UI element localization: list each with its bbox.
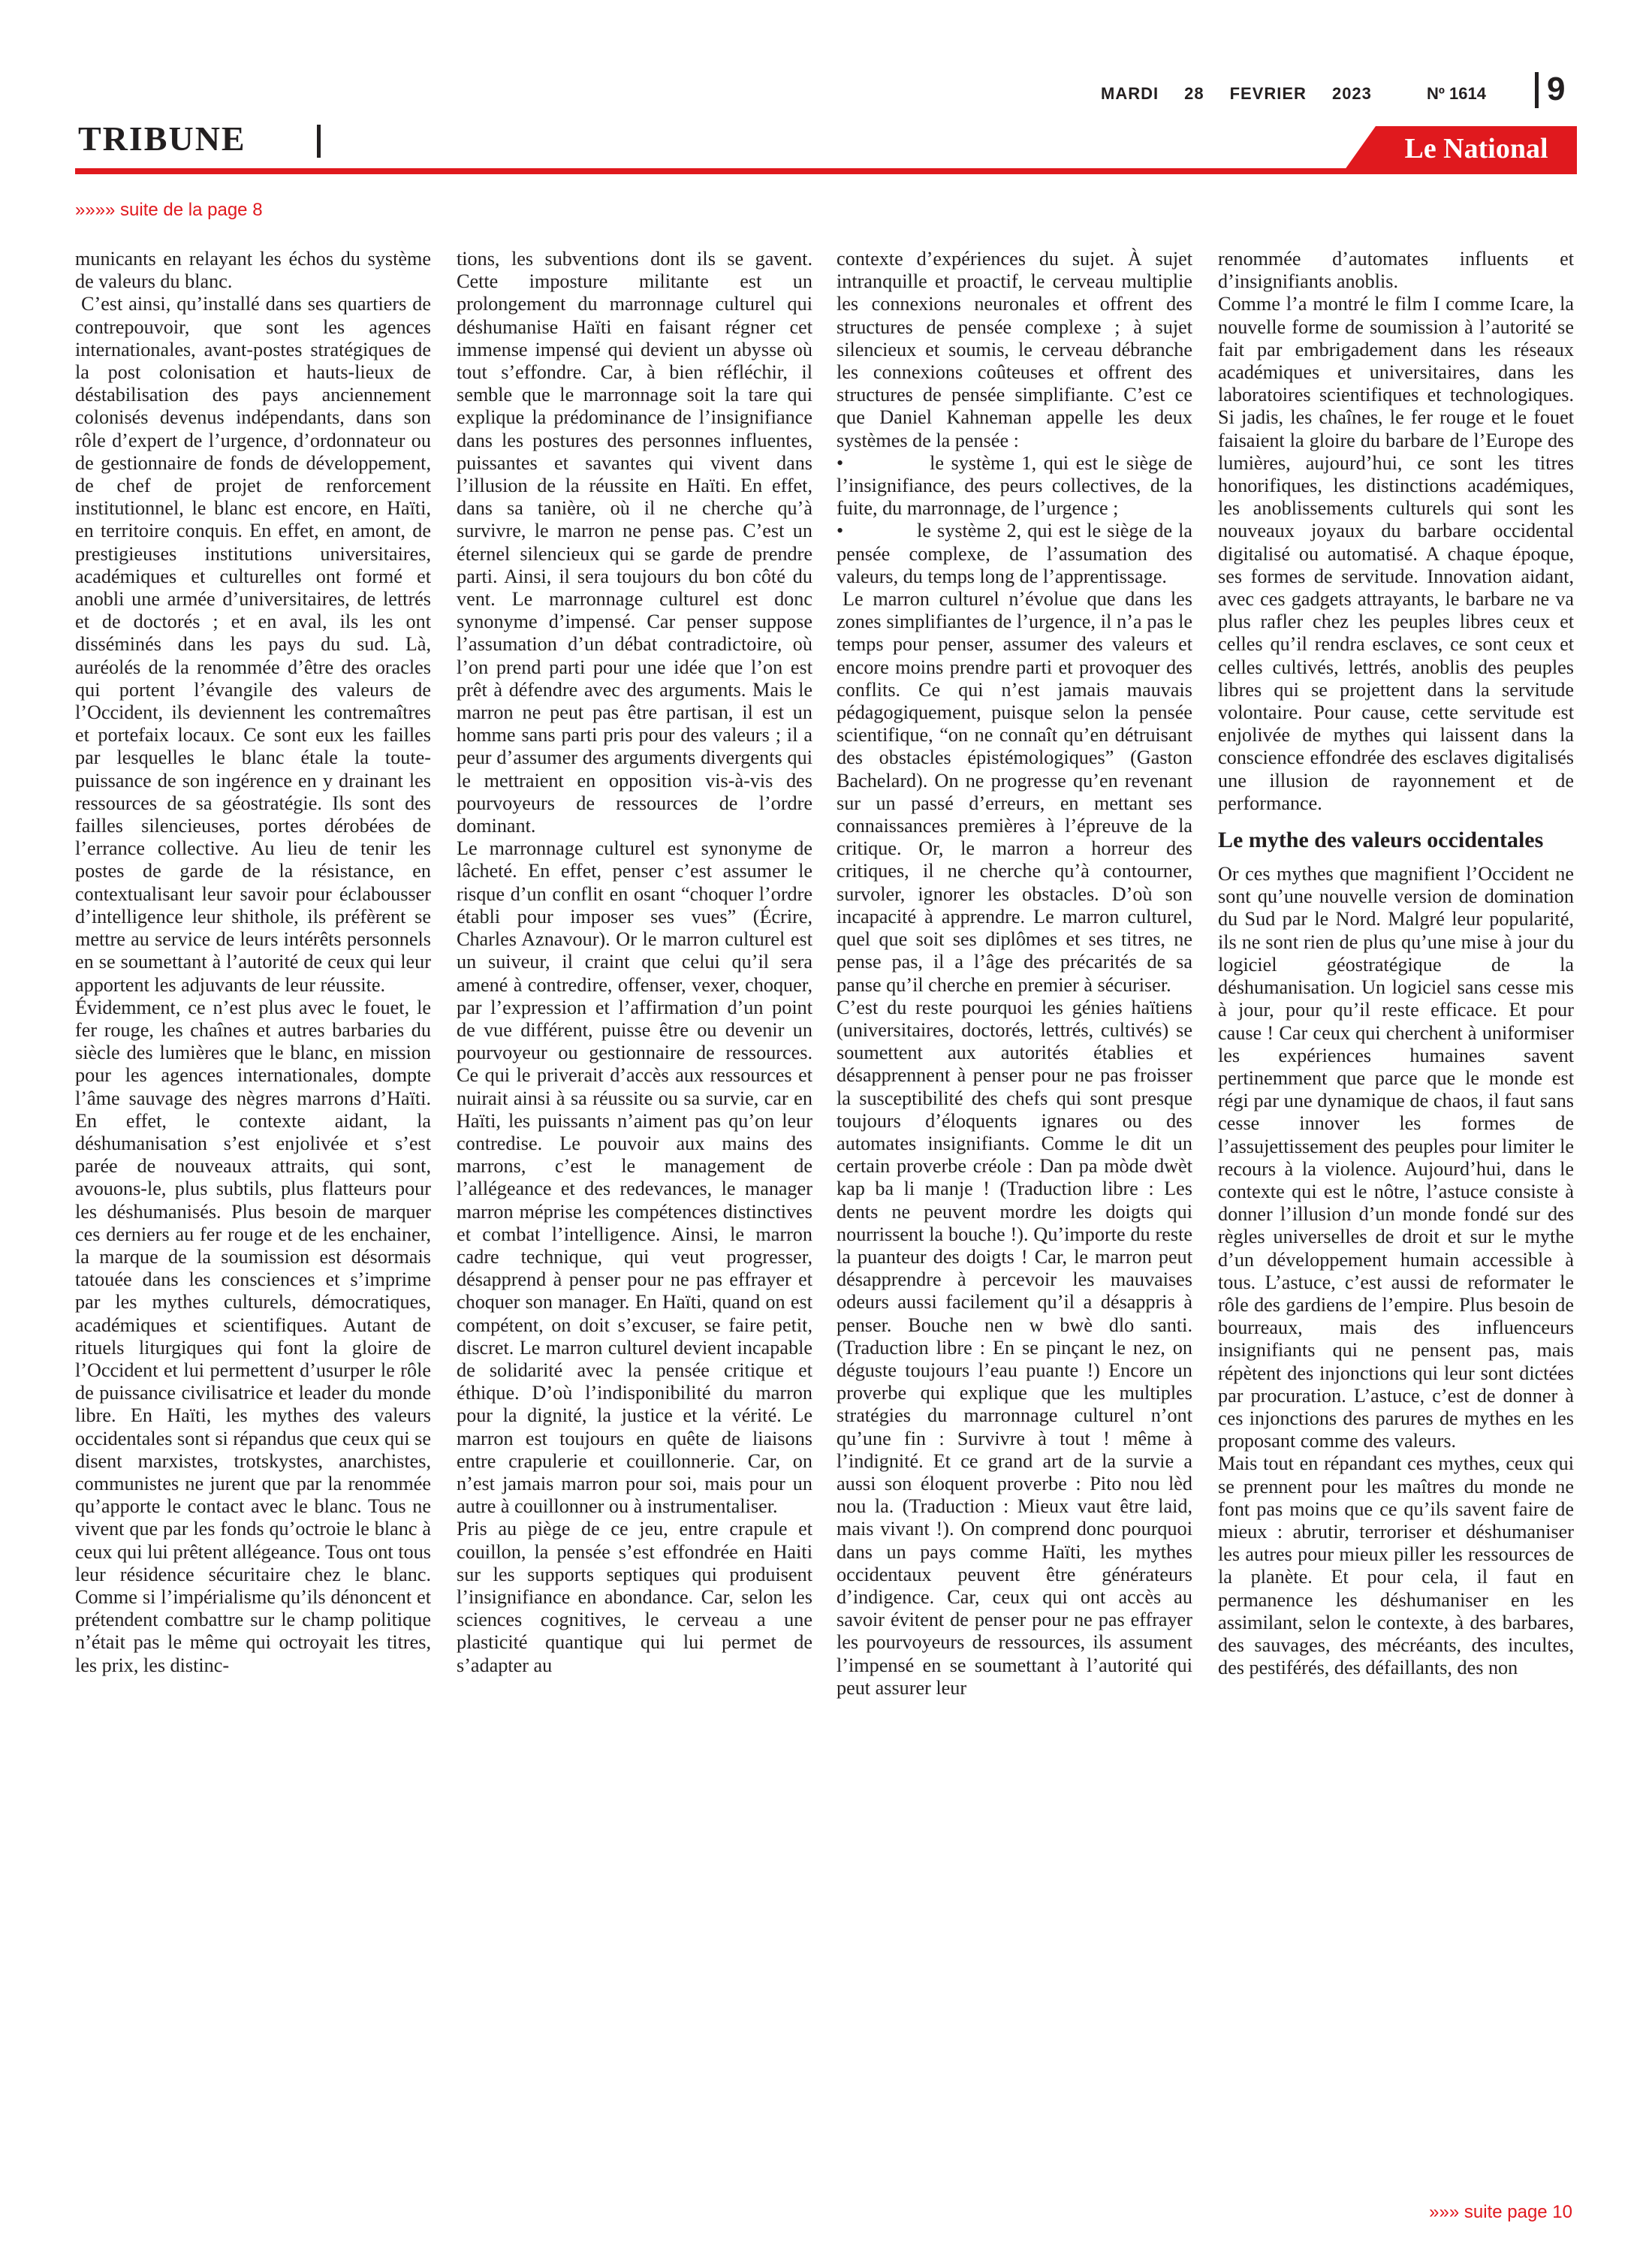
- article-column-4: [1218, 248, 1574, 1679]
- bullet-item: [837, 452, 1192, 520]
- section-divider: [317, 125, 321, 158]
- paragraph: Comme l’a montré le film I comme Icare, la nouvelle forme de soumission à l’autorité se fait par embrigadement dans les réseaux académiques et universitaires, dans les laboratoires scientifiques et technologiques. Si jadis, les chaînes, le fer rouge et le fouet faisaient la gloire du barbare de l’Europe des lumières, aujourd’hui, ce sont les titres honorifiques, les distinctions académiques, les anoblissements culturels qui sont les nouveaux joyaux du barbare occidental digitalisé ou automatisé. A chaque époque, ses formes de servitude. Innovation aidant, avec ces gadgets attrayants, le barbare ne va plus rafler chez les peuples libres ceux et celles qu’il rendra esclaves, ce sont ceux et celles cultivés, lettrés, anoblis des peuples libres qui se projettent dans la servitude volontaire. Pour cause, cette servitude est enjolivée de mythes qui laissent dans la conscience effondrée des esclaves digitalisés une illusion de rayonnement et de performance.: [1218, 293, 1574, 814]
- continued-to-link[interactable]: »»» suite page 10: [1429, 2202, 1572, 2222]
- bullet-mark: •: [837, 451, 844, 474]
- date-year: 2023: [1331, 84, 1372, 103]
- date-number: 28: [1184, 84, 1204, 103]
- paragraph: Évidemment, ce n’est plus avec le fouet, le fer rouge, les chaînes et autres barbaries du siècle des lumières que le blanc, en mission pour les agences internationales, dompte l’âme sauvage des nègres marrons d’Haïti. En effet, le contexte aidant, la déshumanisation s’est enjolivée et s’est parée de nouveaux attraits, qui sont, avouons-le, plus subtils, plus flatteurs pour les déshumanisés. Plus besoin de marquer ces derniers au fer rouge et de les enchainer, la marque de la soumission est désormais tatouée dans les consciences et s’imprime par les mythes culturels, démocratiques, académiques et scientifiques. Autant de rituels liturgiques qui font la gloire de l’Occident et lui permettent d’usurper le rôle de puissance civilisatrice et leader du monde libre. En Haïti, les mythes des valeurs occidentales sont si répandus que ceux qui se disent marxistes, trotskystes, anarchistes, communistes ne jurent que par la renommée qu’apporte le contact avec le blanc. Tous ne vivent que par les fonds qu’octroie le blanc à ceux qui lui prêtent allégeance. Tous ont tous leur résidence sécuritaire chez le blanc. Comme si l’impérialisme qu’ils dénoncent et prétendent combattre sur le champ politique n’était pas le même qui octroyait les titres, les prix, les distinc-: [75, 996, 431, 1676]
- header-rule: [75, 168, 1577, 174]
- paragraph: Or ces mythes que magnifient l’Occident ne sont qu’une nouvelle version de domination du Sud par le Nord. Malgré leur popularité, ils ne sont rien de plus qu’une mise à jour du logiciel géostratégique de la déshumanisation. Un logiciel sans cesse mis à jour, pour qu’il reste efficace. Et pour cause ! Car ceux qui cherchent à uniformiser les expériences humaines savent pertinemment que parce que le monde est régi par une dynamique de chaos, il faut sans cesse innover les formes de l’assujettissement des peuples pour limiter le recours à la violence. Aujourd’hui, dans le contexte qui est le nôtre, l’astuce consiste à donner l’illusion d’un monde fondé sur des règles universelles de droit et sur le mythe d’un développement humain accessible à tous. L’astuce, c’est aussi de reformater le rôle des gardiens de l’empire. Plus besoin de bourreaux, mais des influenceurs insignifiants qui ne pensent pas, mais répètent des injonctions qui leur sont dictées par procuration. L’astuce, c’est de donner à ces injonctions des parures de mythes en les proposant comme des valeurs.: [1218, 863, 1574, 1452]
- page-divider: [1535, 72, 1539, 108]
- paragraph: tions, les subventions dont ils se gavent. Cette imposture militante est un prolongement du marronnage culturel qui déshumanise Haïti en faisant régner cet immense impensé qui devient un abysse où tout s’effondre. Car, à bien réfléchir, il semble que le marronnage soit la tare qui explique la prédominance de l’insignifiance dans les postures des personnes influentes, puissantes et savantes qui vivent dans l’illusion de la réussite en Haïti. En effet, dans sa tanière, où il ne cherche qu’à survivre, le marron ne pense pas. C’est un éternel silencieux qui se garde de prendre parti. Ainsi, il sera toujours du bon côté du vent. Le marronnage culturel est donc synonyme d’impensé. Car penser suppose l’assumation d’un débat contradictoire, où l’on prend parti pour une idée que l’on est prêt à défendre avec des arguments. Mais le marron ne peut pas être partisan, il est un homme sans parti pris pour des valeurs ; il a peur d’assumer des arguments divergents qui le mettraient en opposition vis-à-vis des pourvoyeurs de ressources de l’ordre dominant.: [457, 248, 812, 837]
- bullet-text: le système 2, qui est le siège de la pensée complexe, de l’assumation des valeurs, du temps long de l’apprentissage.: [837, 520, 1192, 587]
- continued-from-link[interactable]: »»»» suite de la page 8: [75, 200, 263, 220]
- article-column-1: [75, 248, 431, 1677]
- paragraph: renommée d’automates influents et d’insignifiants anoblis.: [1218, 248, 1574, 293]
- subheading: Le mythe des valeurs occidentales: [1218, 828, 1544, 853]
- paragraph: Le marronnage culturel est synonyme de lâcheté. En effet, penser c’est assumer le risque d’un conflit en osant “choquer l’ordre établi pour imposer ses vues” (Écrire, Charles Aznavour). Or le marron culturel est un suiveur, il craint que celui qu’il sera amené à contredire, offenser, vexer, choquer, par l’expression et l’affirmation d’un point de vue différent, puisse être ou devenir un pourvoyeur ou gestionnaire de ressources. Ce qui le priverait d’accès aux ressources et nuirait ainsi à sa réussite ou sa survie, car en Haïti, les puissants n’aiment pas qu’on leur contredise. Le pouvoir aux mains des marrons, c’est le management de l’allégeance et des redevances, le manager marron méprise les compétences distinctives et combat l’intelligence. Ainsi, le marron cadre technique, qui veut progresser, désapprend à penser pour ne pas effrayer et choquer son manager. En Haïti, quand on est compétent, on doit s’excuser, se faire petit, discret. Le marron culturel devient incapable de solidarité avec la pensée critique et éthique. D’où l’indisponibilité du marron pour la dignité, la justice et la vérité. Le marron est toujours en quête de liaisons entre crapulerie et couillonnerie. Car, on n’est jamais marron pour soi, mais pour un autre à couillonner ou à instrumentaliser.: [457, 837, 812, 1518]
- paragraph: C’est du reste pourquoi les génies haïtiens (universitaires, doctorés, lettrés, cultivés) se soumettent aux autorités établies et désapprennent à penser pour ne pas froisser la susceptibilité des chefs qui sont presque toujours d’éloquents ignares ou des automates insignifiants. Comme le dit un certain proverbe créole : Dan pa mòde dwèt kap ba li manje ! (Traduction libre : Les dents ne peuvent mordre les doigts qui nourrissent la bouche !). Qu’importe du reste la puanteur des doigts ! Car, le marron peut désapprendre à percevoir les mauvaises odeurs aussi facilement qu’il a désappris à penser. Bouche nen w bwè dlo santi. (Traduction libre : En se pinçant le nez, on déguste toujours l’eau puante !) Encore un proverbe qui explique que les multiples stratégies du marronnage culturel n’ont qu’une fin : Survivre à tout ! même à l’indignité. Et ce grand art de la survie a aussi son éloquent proverbe : Pito nou lèd nou la. (Traduction : Mieux vaut être laid, mais vivant !). On comprend donc pourquoi dans un pays comme Haïti, les mythes occidentaux peuvent être générateurs d’indigence. Car, ceux qui ont accès au savoir évitent de penser pour ne pas effrayer les pourvoyeurs de ressources, ils assument l’impensé en se soumettant à l’autorité qui peut assurer leur: [837, 996, 1192, 1699]
- paragraph: municants en relayant les échos du système de valeurs du blanc.: [75, 248, 431, 293]
- date-month: FEVRIER: [1229, 84, 1307, 103]
- article-column-3: [837, 248, 1192, 1700]
- page-number: 9: [1547, 71, 1566, 107]
- paragraph: contexte d’expériences du sujet. À sujet intranquille et proactif, le cerveau multiplie les connexions neuronales et offrent des structures de pensée complexe ; à sujet silencieux et soumis, le cerveau débranche les connexions coûteuses et offrent des structures de pensée simplifiante. C’est ce que Daniel Kahneman appelle les deux systèmes de la pensée :: [837, 248, 1192, 451]
- bullet-text: le système 1, qui est le siège de l’insignifiance, des peurs collectives, de la fuite, du marronnage, de l’urgence ;: [837, 451, 1193, 520]
- date-day: MARDI: [1101, 84, 1159, 103]
- bullet-mark: •: [837, 520, 844, 542]
- paragraph: Pris au piège de ce jeu, entre crapule et couillon, la pensée s’est effondrée en Haiti sur les supports septiques qui produisent l’insignifiance en abondance. Car, selon les sciences cognitives, le cerveau a une plasticité quantique qui lui permet de s’adapter au: [457, 1518, 812, 1676]
- paragraph: Mais tout en répandant ces mythes, ceux qui se prennent pour les maîtres du monde ne font pas moins que ce qu’ils savent faire de mieux : abrutir, terroriser et déshumaniser les autres pour mieux piller les ressources de la planète. Et pour cela, il faut en permanence les déshumaniser en les assimilant, selon le contexte, à des barbares, des sauvages, des mécréants, des incultes, des pestiférés, des défaillants, des non: [1218, 1452, 1574, 1679]
- issue-number: Nº 1614: [1427, 84, 1486, 103]
- date-line: [1101, 84, 1397, 104]
- section-title: TRIBUNE: [78, 119, 246, 158]
- article-column-2: [457, 248, 812, 1677]
- brand-name: Le National: [1404, 133, 1548, 164]
- paragraph: C’est ainsi, qu’installé dans ses quartiers de contrepouvoir, que sont les agences internationales, avant-postes stratégiques de la post colonisation et hauts-lieux de déstabilisation des pays anciennement colonisés devenus indépendants, dans son rôle d’expert de l’urgence, d’ordonnateur ou de gestionnaire de fonds de développement, de chef de projet de renforcement institutionnel, le blanc est encore, en Haïti, en territoire conquis. En effet, en amont, de prestigieuses institutions universitaires, académiques et culturelles ont formé et anobli une armée d’universitaires, de lettrés et de doctorés ; et en aval, ils les ont disséminés dans les pays du sud. Là, auréolés de la renommée d’être des oracles qui portent l’évangile des valeurs de l’Occident, ils deviennent les contremaîtres et portefaix locaux. Ce sont eux les failles par lesquelles le blanc étale la toute-puissance de son ingérence en y drainant les ressources de sa géostratégie. Ils sont des failles silencieuses, portes dérobées de l’errance collective. Au lieu de tenir les postes de garde de la résistance, en contextualisant leur savoir pour éclabousser d’intelligence leur shithole, ils préfèrent se mettre au service de leurs intérêts personnels en se soumettant à l’autorité de ceux qui leur apportent les adjuvants de leur réussite.: [75, 293, 431, 996]
- bullet-item: [837, 520, 1192, 588]
- paragraph: Le marron culturel n’évolue que dans les zones simplifiantes de l’urgence, il n’a pas le temps pour penser, assumer des valeurs et encore moins prendre parti et provoquer des conflits. Ce qui n’est jamais mauvais pédagogiquement, puisque selon la pensée scientifique, “on ne connaît qu’en détruisant des obstacles épistémologiques” (Gaston Bachelard). On ne progresse qu’en revenant sur un passé d’erreurs, en mettant ses connaissances premières à l’épreuve de la critique. Or, le marron a horreur des critiques, il ne cherche qu’à contourner, survoler, ignorer les obstacles. D’où son incapacité à apprendre. Le marron culturel, quel que soit ses diplômes et ses titres, ne pense pas, il a l’âge des précarités de sa panse qu’il cherche en premier à sécuriser.: [837, 588, 1192, 996]
